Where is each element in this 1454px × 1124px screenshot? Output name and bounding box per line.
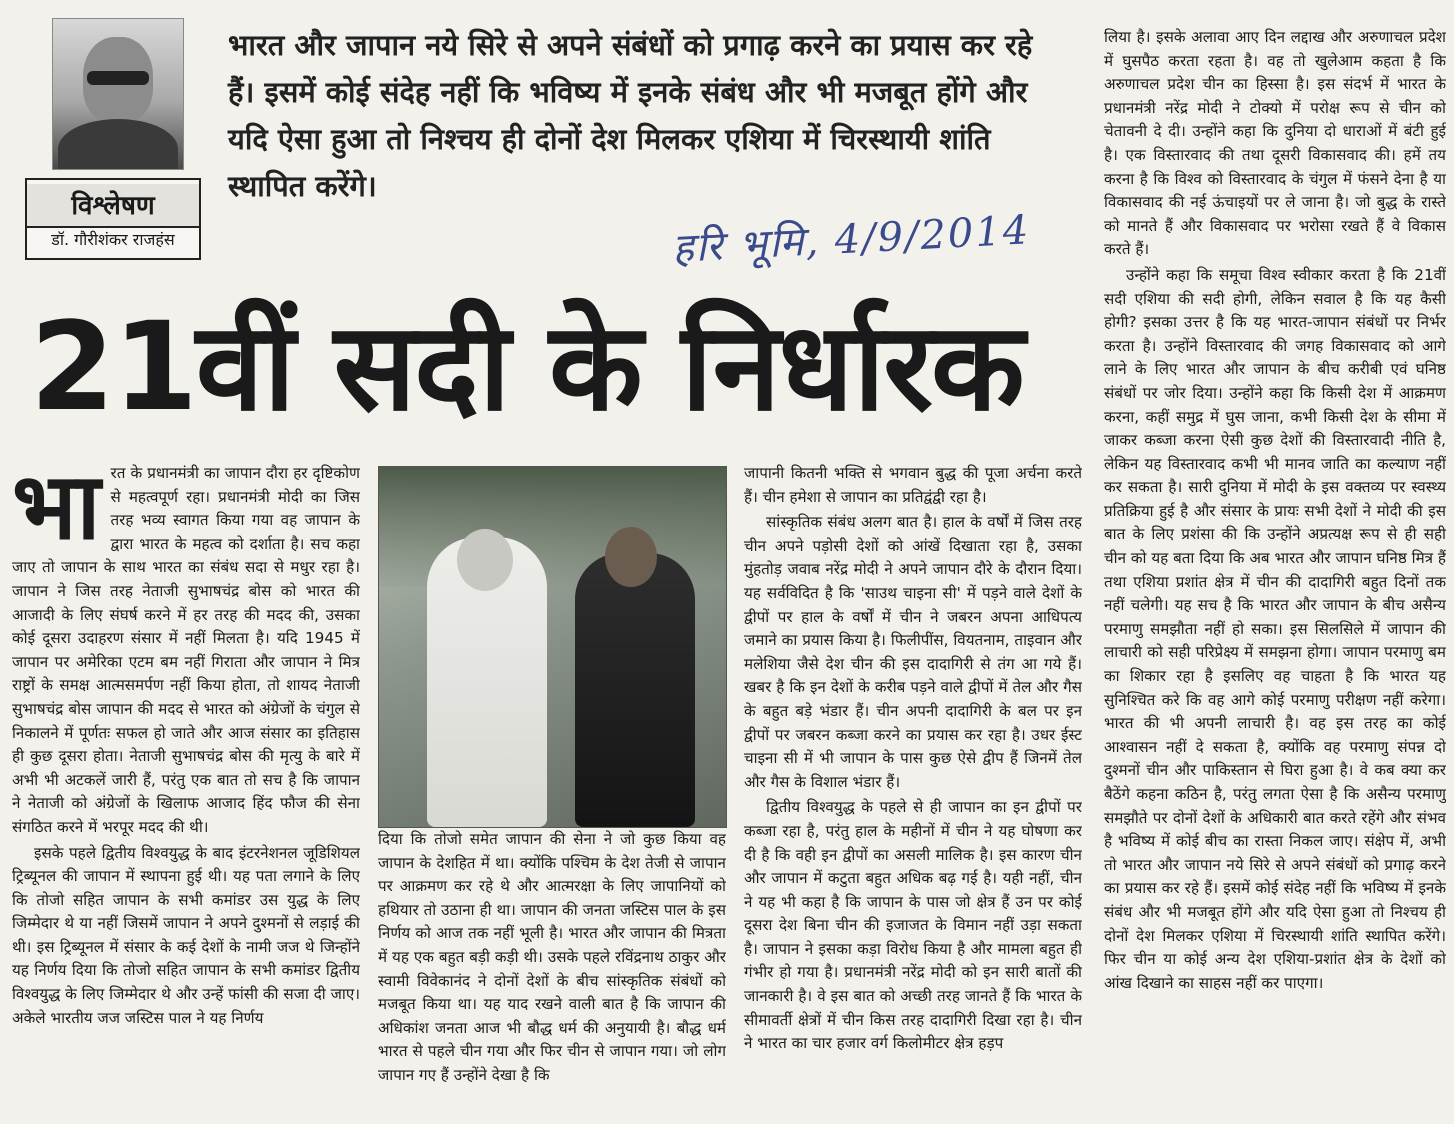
paragraph: इसके पहले द्वितीय विश्वयुद्ध के बाद इंटरनेशनल जूडिशियल ट्रिब्यूनल की जापान में स्थापना हुई थी। यह पता लगाने के लिए कि तोजो सहित जापान के सभी कमांडर उस युद्ध के लिए जिम्मेदार थे या नहीं जिसमें जापान ने अपने दुश्मनों से लड़ाई की थी। इस ट्रिब्यूनल में संसार के कई देशों के नामी जज थे जिन्होंने यह निर्णय दिया कि तोजो सहित जापान के सभी कमांडर द्वितीय विश्वयुद्ध के लिए जिम्मेदार थे और उन्हें फांसी की सजा दी जाए। अकेले भारतीय जज जस्टिस पाल ने यह निर्णय [12,843,360,1027]
pull-quote: भारत और जापान नये सिरे से अपने संबंधों को प्रगाढ़ करने का प्रयास कर रहे हैं। इसमें कोई संदेह नहीं कि भविष्य में इनके संबंध और भी मजबूत होंगे और यदि ऐसा हुआ तो निश्चय ही दोनों देश मिलकर एशिया में चिरस्थायी शांति स्थापित करेंगे। [228,28,1033,203]
article-column-4 [1104,26,1446,1122]
headline: 21वीं सदी के निर्धारक [30,296,1023,438]
paragraph: सांस्कृतिक संबंध अलग बात है। हाल के वर्षों में जिस तरह चीन अपने पड़ोसी देशों को आंखें दिखाता रहा है, उसका मुंहतोड़ जवाब नरेंद्र मोदी ने अपने जापान दौरे के दौरान दिया। यह सर्वविदित है कि 'साउथ चाइना सी' में पड़ने वाले देशों के द्वीपों पर हाल के वर्षों में चीन ने जबरन अपना आधिपत्य जमाने का प्रयास किया है। फिलीपींस, वियतनाम, ताइवान और मलेशिया जैसे देश चीन की इस दादागिरी से तंग आ गये हैं। खबर है कि इन देशों के करीब पड़ने वाले द्वीपों में तेल और गैस के बहुत बड़े भंडार हैं। चीन अपनी दादागिरी के बल पर इन द्वीपों पर जबरन कब्जा करने का प्रयास कर रहा है। उधर ईस्ट चाइना सी में भी जापान के पास कुछ ऐसे द्वीप हैं जिनमें तेल और गैस के विशाल भंडार हैं। [744,513,1082,791]
handwritten-date-note: हरि भूमि, 4/9/2014 [671,207,1032,272]
paragraph: रत के प्रधानमंत्री का जापान दौरा हर दृष्टिकोण से महत्वपूर्ण रहा। प्रधानमंत्री मोदी का जिस तरह भव्य स्वागत किया गया वह जापान के द्वारा भारत के महत्व को दर्शाता है। सच कहा जाए तो जापान के साथ भारत का संबंध सदा से मधुर रहा है। जापान ने जिस तरह नेताजी सुभाषचंद्र बोस को भारत की आजादी के लिए संघर्ष करने में हर तरह की मदद की, उसका कोई दूसरा उदाहरण संसार में नहीं मिलता है। यदि 1945 में जापान पर अमेरिका एटम बम नहीं गिराता और जापान ने मित्र राष्ट्रों के समक्ष आत्मसमर्पण नहीं किया होता, तो शायद नेताजी सुभाषचंद्र बोस जापान की मदद से भारत को अंग्रेजों के चंगुल से निकालने में पूर्णतः सफल हो जाते और आज संसार का इतिहास ही कुछ दूसरा होता। नेताजी सुभाषचंद्र बोस की मृत्यु के बारे में अभी भी अटकलें जारी हैं, परंतु एक बात तो सच है कि जापान ने नेताजी को अंग्रेजों के खिलाफ आजाद हिंद फौज की सेना संगठित करने में भरपूर मदद की थी। [12,464,360,836]
drop-cap: भा [12,462,101,560]
paragraph: उन्होंने कहा कि समूचा विश्व स्वीकार करता है कि 21वीं सदी एशिया की सदी होगी, लेकिन सवाल है कि यह कैसी होगी? इसका उत्तर है कि यह भारत-जापान संबंधों पर निर्भर करता है। उन्होंने विस्तारवाद की जगह विकासवाद को आगे लाने के लिए भारत और जापान के बीच करीबी एवं घनिष्ठ संबंधों पर जोर दिया। उन्होंने कहा कि किसी देश में आक्रमण करना, कहीं समुद्र में घुस जाना, कभी किसी देश के सीमा में जाकर कब्जा करना ऐसी कुछ देशों की विस्तारवादी नीति है, लेकिन यह विस्तारवाद कभी भी मानव जाति का कल्याण नहीं कर सकता है। सारी दुनिया में मोदी के इस वक्तव्य पर स्वस्थ्य प्रतिक्रिया हुई है और संसार के प्रायः सभी देशों ने मोदी की इस बात के लिए प्रशंसा की कि उन्होंने अप्रत्यक्ष रूप से ही सही चीन को यह बता दिया कि अब भारत और जापान घनिष्ठ मित्र हैं तथा एशिया प्रशांत क्षेत्र में चीन की दादागिरी बहुत दिनों तक नहीं चलेगी। यह सच है कि भारत और जापान के बीच असैन्य परमाणु समझौता नहीं हो सका। इस सिलसिले में जापान की लाचारी को सही परिप्रेक्ष्य में समझना होगा। जापान परमाणु बम का शिकार रहा है इसलिए वह चाहता है कि भारत यह सुनिश्चित करे कि वह आगे कोई परमाणु परीक्षण नहीं करेगा। भारत की भी अपनी लाचारी है। वह इस तरह का कोई आश्वासन नहीं दे सकता है, क्योंकि वह परमाणु संपन्न दो दुश्मनों चीन और पाकिस्तान से घिरा हुआ है। वे कब क्या कर बैठेंगे कहना कठिन है, परंतु लगता ऐसा है कि असैन्य परमाणु समझौते पर दोनों देशों के अधिकारी बात करते रहेंगे और संभव है भविष्य में कोई बीच का रास्ता निकल जाए। संक्षेप में, अभी तो भारत और जापान नये सिरे से अपने संबंधों को प्रगाढ़ करने का प्रयास कर रहे हैं। इसमें कोई संदेह नहीं कि भविष्य में इनके संबंध और भी मजबूत होंगे और यदि ऐसा हुआ तो निश्चय ही दोनों देश मिलकर एशिया में चिरस्थायी शांति स्थापित करेंगे। फिर चीन या कोई अन्य देश एशिया-प्रशांत क्षेत्र के देशों को आंख दिखाने का साहस नहीं कर पाएगा। [1104,265,1446,992]
paragraph: द्वितीय विश्वयुद्ध के पहले से ही जापान का इन द्वीपों पर कब्जा रहा है, परंतु हाल के महीनों में चीन ने यह घोषणा कर दी है कि वही इन द्वीपों का असली मालिक है। इस कारण चीन और जापान में कटुता बहुत अधिक बढ़ गई है। यही नहीं, चीन ने यह भी कहा है कि जापान के पास जो क्षेत्र हैं उन पर कोई दूसरा देश बिना चीन की इजाजत के विमान नहीं उड़ा सकता है। जापान ने इसका कड़ा विरोध किया है और मामला बहुत ही गंभीर हो गया है। प्रधानमंत्री नरेंद्र मोदी को इन सारी बातों की जानकारी है। वे इस बात को अच्छी तरह जानते हैं कि भारत के सीमावर्ती क्षेत्रों में चीन किस तरह दादागिरी दिखा रहा है। चीन ने भारत का चार हजार वर्ग किलोमीटर क्षेत्र हड़प [744,798,1082,1053]
article-column-3 [744,462,1082,1122]
author-photo [52,18,184,170]
paragraph: लिया है। इसके अलावा आए दिन लद्दाख और अरुणाचल प्रदेश में घुसपैठ करता रहता है। वह तो खुलेआम कहता है कि अरुणाचल प्रदेश चीन का हिस्सा है। इस संदर्भ में भारत के प्रधानमंत्री नरेंद्र मोदी ने टोक्यो में परोक्ष रूप से चीन को चेतावनी दे दी। उन्होंने कहा कि दुनिया दो धाराओं में बंटी हुई है। एक विस्तारवाद की तथा दूसरी विकासवाद की। हमें तय करना है कि विश्व को विस्तारवाद के चंगुल में फंसने देना है या विकासवाद की नई ऊंचाइयों पर ले जाना है। जो बुद्ध के रास्ते को मानते हैं और विकासवाद पर भरोसा रखते हैं वे विकास करते हैं। [1104,28,1446,259]
byline-box [25,178,201,260]
article-column-2 [378,828,726,1122]
paragraph: जापानी कितनी भक्ति से भगवान बुद्ध की पूजा अर्चना करते हैं। चीन हमेशा से जापान का प्रतिद्वंद्वी रहा है। [744,464,1082,506]
article-column-1 [12,462,360,1122]
author-name: डॉ. गौरीशंकर राजहंस [51,230,175,249]
news-photo [378,466,727,828]
paragraph: दिया कि तोजो समेत जापान की सेना ने जो कुछ किया वह जापान के देशहित में था। क्योंकि पश्चिम के देश तेजी से जापान पर आक्रमण कर रहे थे और आत्मरक्षा के लिए जापानियों को हथियार तो उठाना ही था। जापान की जनता जस्टिस पाल के इस निर्णय को आज तक नहीं भूली है। भारत और जापान की मित्रता में यह एक बहुत बड़ी कड़ी थी। उसके पहले रविंद्रनाथ ठाकुर और स्वामी विवेकानंद ने दोनों देशों के बीच सांस्कृतिक संबंधों को मजबूत किया था। यह याद रखने वाली बात है कि जापान की अधिकांश जनता आज भी बौद्ध धर्म की अनुयायी है। बौद्ध धर्म भारत से पहले चीन गया और फिर चीन से जापान गया। जो लोग जापान गए हैं उन्होंने देखा है कि [378,830,726,1084]
section-label: विश्लेषण [27,184,199,228]
